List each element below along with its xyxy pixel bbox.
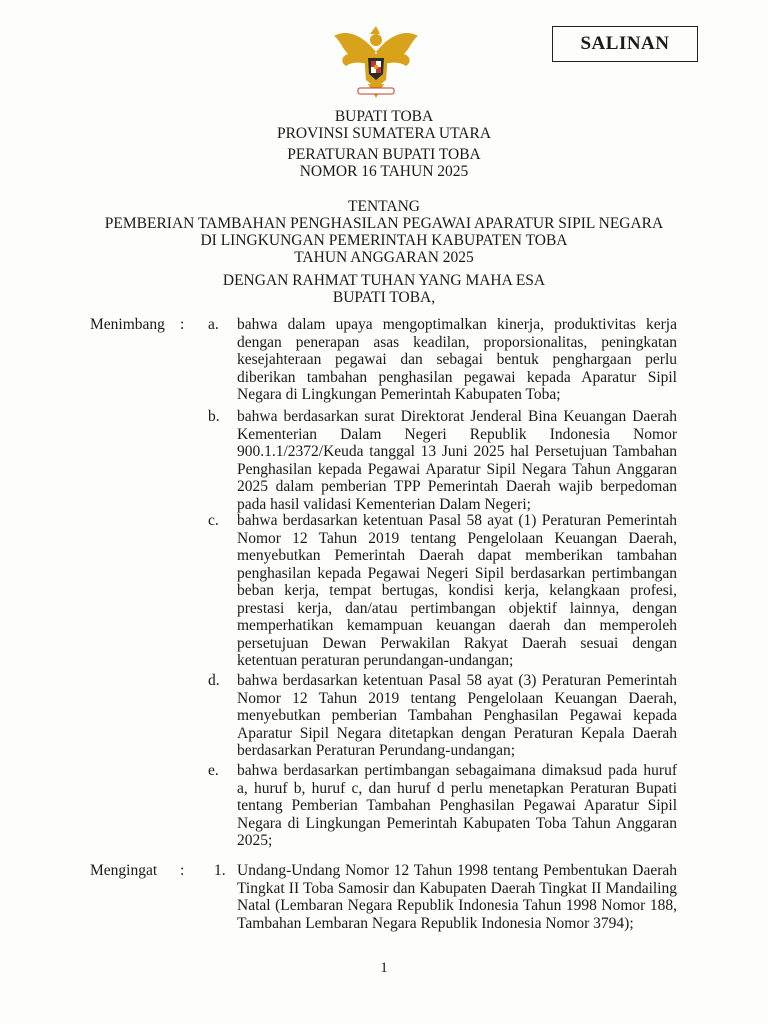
menimbang-label: Menimbang: [90, 316, 165, 333]
regulation-title: PERATURAN BUPATI TOBA: [287, 146, 481, 163]
subject-heading: TENTANG: [348, 198, 420, 215]
item-text: Undang-Undang Nomor 12 Tahun 1998 tentang Pembentukan Daerah Tingkat II Toba Samosir dan Kabupaten Daerah Tingkat II Mandailing Natal (Lembaran Negara Republik Indonesia Tahun 1998 Nomor 188, Tambahan Lembaran Negara Republik Indonesia Nomor 3794);: [237, 862, 677, 932]
item-letter: e.: [208, 762, 219, 779]
item-text: bahwa berdasarkan surat Direktorat Jenderal Bina Keuangan Daerah Kementerian Dalam Negeri Republik Indonesia Nomor 900.1.1/2372/Keuda tanggal 13 Juni 2025 hal Persetujuan Tambahan Penghasilan kepada Pegawai Aparatur Sipil Negara Tahun Anggaran 2025 dalam pemberian TPP Pemerintah Daerah wajib berpedoman pada hasil validasi Kementerian Dalam Negeri;: [237, 408, 677, 513]
preamble-block: [0, 272, 768, 306]
mengingat-label: Mengingat: [90, 862, 158, 879]
preamble-line: DENGAN RAHMAT TUHAN YANG MAHA ESA: [222, 272, 546, 289]
menimbang-colon: :: [180, 316, 185, 333]
garuda-emblem-icon: [330, 22, 422, 102]
subject-line-2: DI LINGKUNGAN PEMERINTAH KABUPATEN TOBA: [200, 232, 568, 249]
salinan-stamp: SALINAN: [552, 26, 698, 62]
item-number: 1.: [214, 862, 226, 879]
item-letter: d.: [208, 672, 220, 689]
regulation-number: NOMOR 16 TAHUN 2025: [299, 163, 469, 180]
subject-line-1: PEMBERIAN TAMBAHAN PENGHASILAN PEGAWAI APARATUR SIPIL NEGARA: [104, 215, 664, 232]
subject-block: [0, 198, 768, 266]
issuer-block: [0, 108, 768, 142]
item-letter: c.: [208, 512, 219, 529]
page-number: 1: [380, 960, 388, 976]
item-text: bahwa berdasarkan ketentuan Pasal 58 ayat (3) Peraturan Pemerintah Nomor 12 Tahun 2019 tentang Pengelolaan Keuangan Daerah, menyebutkan pemberian Tambahan Penghasilan Pegawai kepada Aparatur Sipil Negara ditetapkan dengan Peraturan Kepala Daerah berdasarkan Peraturan Perundang-undangan;: [237, 672, 677, 759]
item-text: bahwa dalam upaya mengoptimalkan kinerja, produktivitas kerja dengan penerapan asas keadilan, proporsionalitas, peningkatan kesejahteraan pegawai dan sebagai bentuk penghargaan perlu diberikan tambahan penghasilan pegawai kepada Aparatur Sipil Negara di Lingkungan Pemerintah Kabupaten Toba;: [237, 316, 677, 403]
item-text: bahwa berdasarkan ketentuan Pasal 58 ayat (1) Peraturan Pemerintah Nomor 12 Tahun 2019 tentang Pengelolaan Keuangan Daerah, menyebutkan Pemerintah Daerah dapat memberikan tambahan penghasilan kepada Pegawai Negeri Sipil berdasarkan pertimbangan beban kerja, tempat bertugas, kondisi kerja, kelangkaan profesi, prestasi kerja, dan/atau pertimbangan objektif lainnya, dengan memperhatikan kemampuan keuangan daerah dan memperoleh persetujuan Dewan Perwakilan Rakyat Daerah sesuai dengan ketentuan peraturan perundangan-undangan;: [237, 512, 677, 669]
item-text: bahwa berdasarkan pertimbangan sebagaimana dimaksud pada huruf a, huruf b, huruf c, dan huruf d perlu menetapkan Peraturan Bupati tentang Pemberian Tambahan Penghasilan Pegawai Aparatur Sipil Negara di Lingkungan Pemerintah Kabupaten Toba Tahun Anggaran 2025;: [237, 762, 677, 849]
item-letter: a.: [208, 316, 219, 333]
regulation-id-block: [0, 146, 768, 180]
subject-line-3: TAHUN ANGGARAN 2025: [294, 249, 474, 266]
issuer-title: BUPATI TOBA: [334, 108, 434, 125]
preamble-issuer: BUPATI TOBA,: [332, 289, 436, 306]
item-letter: b.: [208, 408, 220, 425]
mengingat-colon: :: [180, 862, 185, 879]
issuer-province: PROVINSI SUMATERA UTARA: [276, 125, 492, 142]
